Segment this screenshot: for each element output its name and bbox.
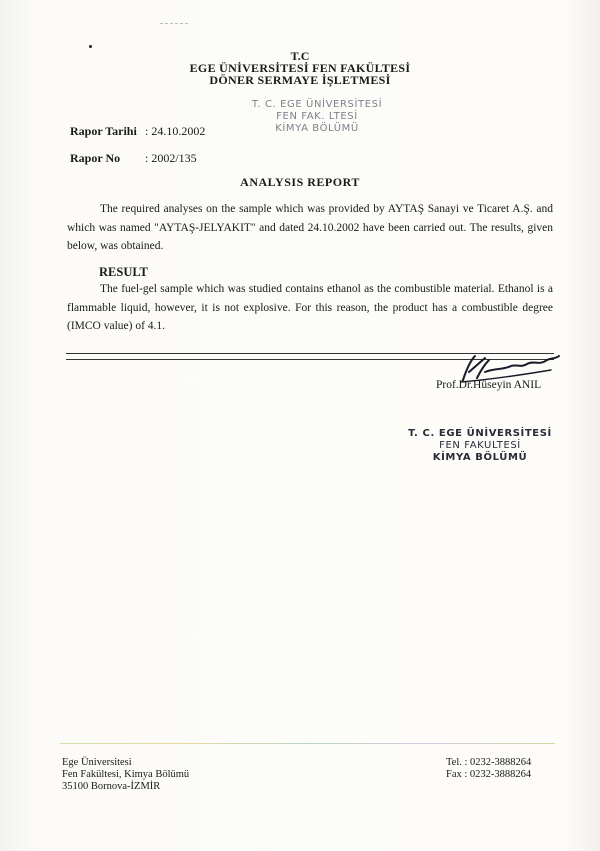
report-no-label: Rapor No: [70, 151, 121, 165]
footer-contact: [446, 757, 531, 781]
header-university: EGE ÜNİVERSİTESİ FEN FAKÜLTESİ: [189, 61, 411, 75]
intro-paragraph: The required analyses on the sample which was provided by AYTAŞ Sanayi ve Ticaret A.Ş. and which was named "AYTAŞ-JELYAKIT" and dated 24.10.2002 have been carried out. The results, given below, was obtained.: [67, 203, 553, 252]
stamp-bottom-line2: FEN FAKULTESİ: [439, 440, 521, 451]
stamp-top-line3: KİMYA BÖLÜMÜ: [275, 123, 359, 134]
report-date-row: [70, 124, 205, 139]
stamp-top: [232, 99, 402, 135]
footer-address-line2: Fen Fakültesi, Kimya Bölümü: [62, 769, 190, 780]
header-department: DÖNER SERMAYE İŞLETMESİ: [209, 73, 391, 87]
footer-divider: [60, 743, 555, 744]
report-no-value: : 2002/135: [145, 151, 197, 165]
stamp-bottom: [405, 428, 555, 464]
footer-fax: Fax : 0232-3888264: [446, 769, 532, 780]
footer-address-line1: Ege Üniversitesi: [62, 757, 132, 768]
stamp-top-line2: FEN FAK. LTESİ: [276, 111, 358, 122]
stamp-top-line1: T. C. EGE ÜNİVERSİTESİ: [251, 99, 383, 110]
report-date-value: : 24.10.2002: [145, 124, 206, 138]
result-heading: RESULT: [99, 265, 148, 279]
report-date-label: Rapor Tarihi: [70, 124, 137, 138]
footer-tel: Tel. : 0232-3888264: [446, 757, 532, 768]
result-paragraph: The fuel-gel sample which was studied contains ethanol as the combustible material. Ethanol is a flammable liquid, however, it is not explosive. For this reason, the product has a combustible degree (IMCO value) of 4.1.: [67, 283, 553, 332]
report-no-row: [70, 151, 197, 166]
signer-name: Prof.Dr.Hüseyin ANIL: [436, 379, 542, 391]
header-tc: T.C: [290, 49, 310, 63]
scan-dot: [89, 45, 92, 48]
footer-address-line3: 35100 Bornova-İZMİR: [62, 781, 161, 792]
footer-address: [62, 757, 189, 793]
report-title: ANALYSIS REPORT: [240, 175, 360, 189]
scan-mark: [160, 23, 188, 25]
stamp-bottom-line3: KİMYA BÖLÜMÜ: [432, 452, 528, 463]
stamp-bottom-line1: T. C. EGE ÜNİVERSİTESİ: [408, 428, 552, 439]
